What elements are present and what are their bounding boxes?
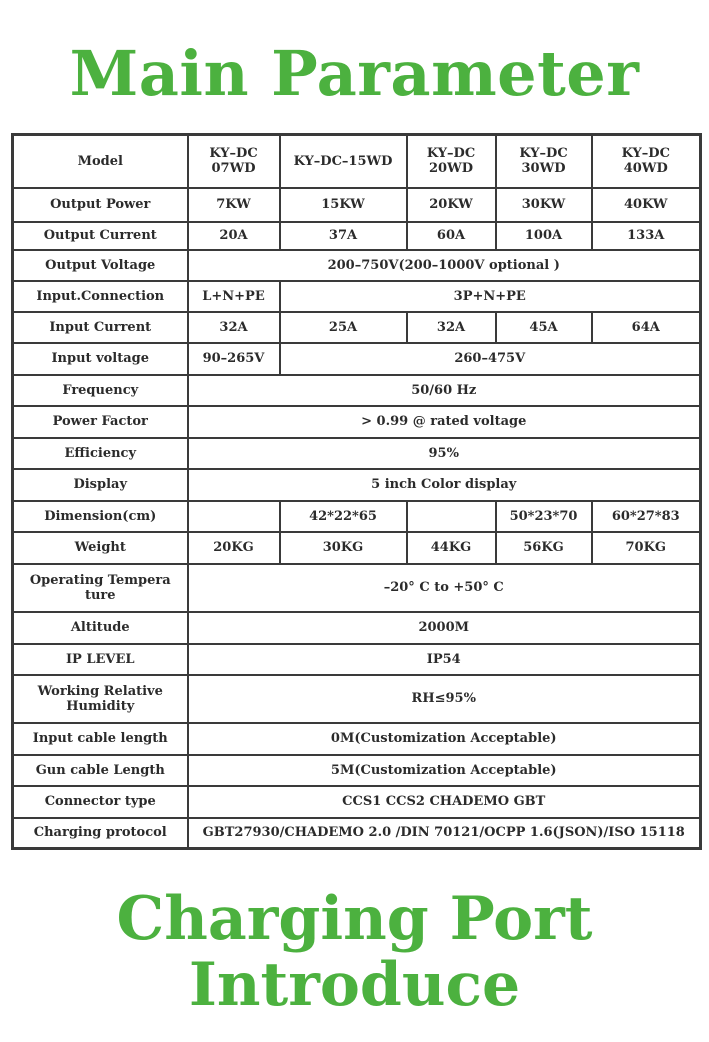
table-cell: 5 inch Color display <box>188 469 701 501</box>
table-cell: 15KW <box>280 188 407 222</box>
row-label-altitude: Altitude <box>13 612 188 644</box>
table-row-input-current <box>13 312 701 343</box>
table-cell: L+N+PE <box>188 281 280 312</box>
table-row-weight <box>13 532 701 564</box>
table-cell: 20KW <box>407 188 496 222</box>
row-label-output-voltage: Output Voltage <box>13 250 188 281</box>
table-cell: 45A <box>496 312 592 343</box>
heading-line2: Introduce <box>188 950 521 1020</box>
table-row-input-voltage <box>13 343 701 375</box>
table-row-display <box>13 469 701 501</box>
model-line2: 20WD <box>429 161 473 177</box>
row-label-protocol: Charging protocol <box>13 818 188 849</box>
table-cell: 90–265V <box>188 343 280 375</box>
table-cell <box>188 501 280 532</box>
table-row-efficiency <box>13 438 701 469</box>
heading-line1: Charging Port <box>116 884 593 954</box>
model-line2: 40WD <box>623 161 668 177</box>
main-parameter-heading: Main Parameter <box>69 37 640 110</box>
row-label-weight: Weight <box>13 532 188 564</box>
table-cell: 60*27*83 <box>592 501 701 532</box>
row-label-input-voltage: Input voltage <box>13 343 188 375</box>
table-row-input-connection <box>13 281 701 312</box>
row-label-output-current: Output Current <box>13 222 188 250</box>
row-label-operating-temperature <box>13 564 188 612</box>
parameter-table <box>11 133 702 850</box>
row-label-connector: Connector type <box>13 786 188 818</box>
row-label-ip-level: IP LEVEL <box>13 644 188 675</box>
row-label-power-factor: Power Factor <box>13 406 188 438</box>
row-label-frequency: Frequency <box>13 375 188 406</box>
table-row-operating-temperature <box>13 564 701 612</box>
table-row-output-power <box>13 188 701 222</box>
table-cell: 200–750V(200–1000V optional ) <box>188 250 701 281</box>
model-line2: 30WD <box>521 161 566 177</box>
table-cell: 20KG <box>188 532 280 564</box>
model-line1: KY–DC <box>519 146 568 162</box>
table-cell: RH≤95% <box>188 675 701 723</box>
table-cell: 50*23*70 <box>496 501 592 532</box>
table-row-altitude <box>13 612 701 644</box>
table-row-output-voltage <box>13 250 701 281</box>
table-cell: 5M(Customization Acceptable) <box>188 755 701 786</box>
table-cell: 50/60 Hz <box>188 375 701 406</box>
table-row-output-current <box>13 222 701 250</box>
table-row-model <box>13 135 701 188</box>
row-label-dimension: Dimension(cm) <box>13 501 188 532</box>
row-label-efficiency: Efficiency <box>13 438 188 469</box>
table-cell: 32A <box>407 312 496 343</box>
row-label-display: Display <box>13 469 188 501</box>
table-row-protocol <box>13 818 701 849</box>
model-line1: KY–DC–15WD <box>293 153 393 169</box>
table-cell: 133A <box>592 222 701 250</box>
table-row-gun-cable <box>13 755 701 786</box>
row-label-input-connection: Input.Connection <box>13 281 188 312</box>
model-line1: KY–DC <box>209 146 258 162</box>
model-line1: KY–DC <box>426 146 476 162</box>
table-cell: 42*22*65 <box>280 501 407 532</box>
label-line2: Humidity <box>66 698 135 714</box>
model-line1: KY–DC <box>621 146 670 162</box>
table-cell: 70KG <box>592 532 701 564</box>
table-cell: 30KG <box>280 532 407 564</box>
row-label-input-current: Input Current <box>13 312 188 343</box>
table-cell: 7KW <box>188 188 280 222</box>
table-cell: 260–475V <box>280 343 701 375</box>
charging-port-heading <box>0 886 709 1018</box>
table-cell: 40KW <box>592 188 701 222</box>
table-row-humidity <box>13 675 701 723</box>
table-cell: CCS1 CCS2 CHADEMO GBT <box>188 786 701 818</box>
table-cell: 2000M <box>188 612 701 644</box>
model-cell <box>496 135 592 188</box>
table-cell: 60A <box>407 222 496 250</box>
model-line2: 07WD <box>211 161 256 177</box>
table-row-ip-level <box>13 644 701 675</box>
label-line2: ture <box>84 587 116 603</box>
table-cell: 0M(Customization Acceptable) <box>188 723 701 755</box>
table-cell: IP54 <box>188 644 701 675</box>
table-cell <box>407 501 496 532</box>
table-cell: 44KG <box>407 532 496 564</box>
label-line1: Working Relative <box>37 683 163 699</box>
model-cell <box>188 135 280 188</box>
row-label-humidity <box>13 675 188 723</box>
table-cell: –20° C to +50° C <box>188 564 701 612</box>
table-cell: GBT27930/CHADEMO 2.0 /DIN 70121/OCPP 1.6(JSON)/ISO 15118 <box>188 818 701 849</box>
label-line1: Operating Tempera <box>29 572 171 588</box>
model-cell <box>280 135 407 188</box>
row-label-output-power: Output Power <box>13 188 188 222</box>
table-cell: 95% <box>188 438 701 469</box>
table-row-input-cable <box>13 723 701 755</box>
table-row-dimension <box>13 501 701 532</box>
row-label-model: Model <box>13 135 188 188</box>
table-cell: > 0.99 @ rated voltage <box>188 406 701 438</box>
table-cell: 20A <box>188 222 280 250</box>
row-label-gun-cable: Gun cable Length <box>13 755 188 786</box>
table-cell: 3P+N+PE <box>280 281 701 312</box>
table-cell: 37A <box>280 222 407 250</box>
table-cell: 30KW <box>496 188 592 222</box>
table-cell: 25A <box>280 312 407 343</box>
table-cell: 56KG <box>496 532 592 564</box>
model-cell <box>592 135 701 188</box>
table-cell: 100A <box>496 222 592 250</box>
table-row-connector <box>13 786 701 818</box>
table-cell: 64A <box>592 312 701 343</box>
model-cell <box>407 135 496 188</box>
table-row-frequency <box>13 375 701 406</box>
table-row-power-factor <box>13 406 701 438</box>
row-label-input-cable: Input cable length <box>13 723 188 755</box>
table-cell: 32A <box>188 312 280 343</box>
